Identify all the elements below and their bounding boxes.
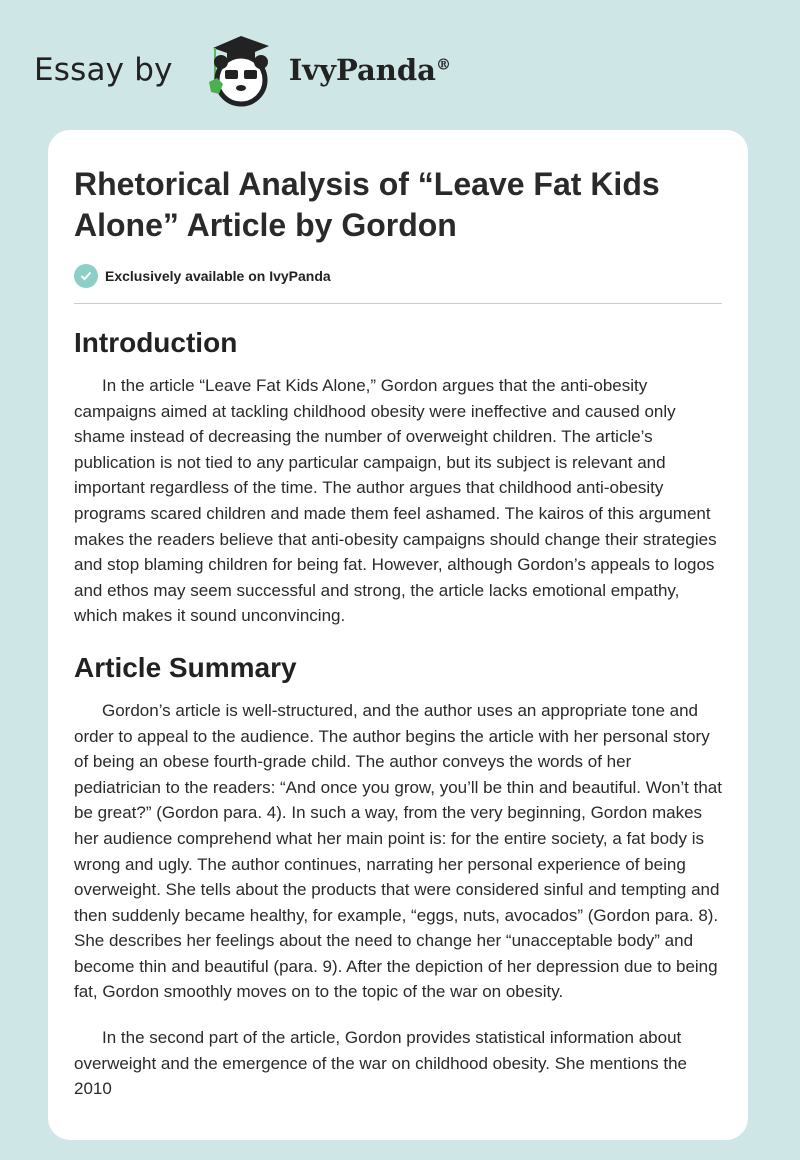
registered-mark: ® — [435, 55, 451, 74]
exclusive-badge — [74, 264, 722, 288]
check-icon — [74, 264, 98, 288]
site-header — [34, 30, 451, 110]
paragraph: In the article “Leave Fat Kids Alone,” Gordon argues that the anti-obesity campaigns aimed at tackling childhood obesity were ineffective and caused only shame instead of decreasing the number of overweight children. The article’s publication is not tied to any particular campaign, but its subject is relevant and important regardless of the time. The author argues that childhood anti-obesity programs scared children and made them feel ashamed. The kairos of this argument makes the readers believe that anti-obesity campaigns should change their strategies and stop blaming children for being fat. However, although Gordon’s appeals to logos and ethos may seem successful and strong, the article lacks emotional empathy, which makes it sound unconvincing. — [74, 376, 717, 626]
section-heading-introduction: Introduction — [74, 327, 238, 358]
brand-text: IvyPanda — [288, 53, 436, 87]
brand-name[interactable] — [289, 53, 451, 87]
ivypanda-logo-icon[interactable] — [193, 30, 285, 110]
paragraph: In the second part of the article, Gordon provides statistical information about overweight and the emergence of the war on childhood obesity. She mentions the 2010 — [74, 1028, 688, 1099]
essay-title: Rhetorical Analysis of “Leave Fat Kids Alone” Article by Gordon — [74, 166, 660, 243]
essay-by-label: Essay by — [34, 52, 173, 88]
paragraph: Gordon’s article is well-structured, and the author uses an appropriate tone and order to appeal to the audience. The author begins the article with her personal story of being an obese fourth-grade child. The author conveys the words of her pediatrician to the readers: “And once you grow, you’ll be thin and beautiful. Won’t that be great?” (Gordon para. 4). In such a way, from the very beginning, Gordon makes her audience comprehend what her main point is: for the entire society, a fat body is wrong and ugly. The author continues, narrating her personal experience of being overweight. She tells about the products that were considered sinful and tempting and then suddenly became healthy, for example, “eggs, nuts, avocados” (Gordon para. 8). She describes her feelings about the need to change her “unacceptable body” and become thin and beautiful (para. 9). After the depiction of her depression due to being fat, Gordon smoothly moves on to the topic of the war on obesity. — [74, 700, 722, 1002]
divider — [74, 303, 722, 304]
section-heading-article-summary: Article Summary — [74, 651, 297, 683]
essay-card — [48, 130, 748, 1140]
badge-text: Exclusively available on IvyPanda — [105, 268, 331, 284]
